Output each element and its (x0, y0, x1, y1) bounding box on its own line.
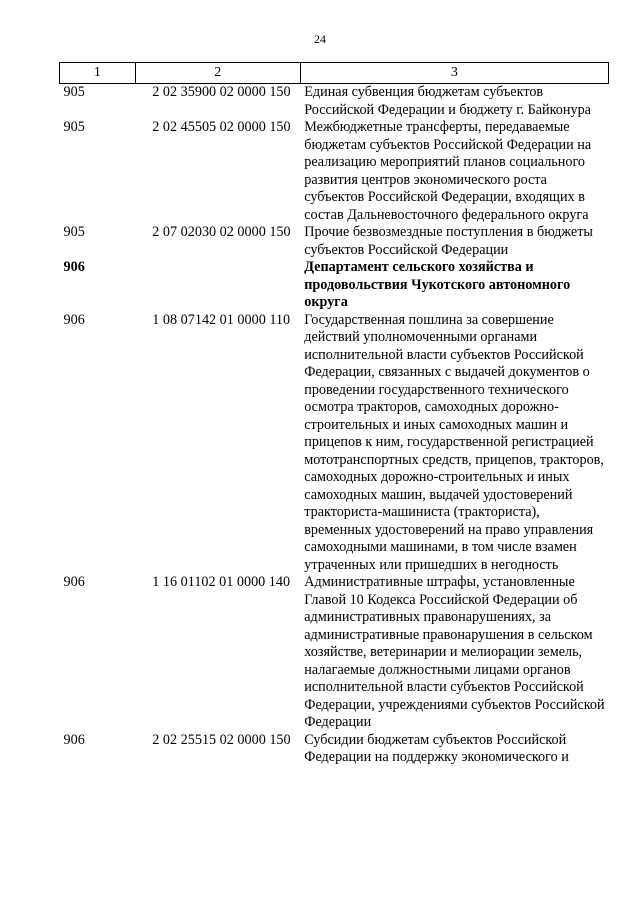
column-header-3: 3 (300, 63, 608, 84)
department-heading-row (60, 259, 609, 312)
table-row (60, 574, 609, 732)
admin-code-cell: 906 (63, 311, 85, 328)
table-row (60, 84, 609, 120)
revenue-codes-table (59, 62, 609, 767)
revenue-code-cell: 2 02 35900 02 0000 150 (152, 84, 291, 100)
revenue-code-cell: 2 02 25515 02 0000 150 (152, 731, 291, 748)
revenue-name-cell: Административные штрафы, установленные Главой 10 Кодекса Российской Федерации об административных правонарушениях, за административные правонарушения в сельском хозяйстве, ветеринарии и мелиорации земель, налагаемые должностными лицами органов исполнительной власти субъектов Российской Федерации, учреждениями субъектов Российской Федерации (304, 574, 605, 730)
column-header-1: 1 (60, 63, 136, 84)
revenue-name-cell: Межбюджетные трансферты, передаваемые бюджетам субъектов Российской Федерации на реализацию мероприятий планов социального развития центров экономического роста субъектов Российской Федерации, входящих в состав Дальневосточного федерального округа (304, 119, 592, 223)
revenue-code-cell: 1 16 01102 01 0000 140 (152, 574, 291, 590)
revenue-code-cell (135, 259, 300, 312)
column-header-2: 2 (135, 63, 300, 84)
revenue-name-cell: Единая субвенция бюджетам субъектов Российской Федерации и бюджету г. Байконура (304, 84, 591, 118)
admin-code-cell: 905 (63, 84, 85, 100)
admin-code-cell: 906 (63, 259, 85, 275)
table-header-row (60, 63, 609, 84)
admin-code-cell: 906 (63, 731, 85, 748)
revenue-code-cell: 1 08 07142 01 0000 110 (152, 311, 291, 328)
department-name-cell: Департамент сельского хозяйства и продовольствия Чукотского автономного округа (304, 259, 571, 310)
revenue-code-cell: 2 07 02030 02 0000 150 (152, 224, 291, 240)
revenue-code-cell: 2 02 45505 02 0000 150 (152, 119, 291, 135)
table-row (60, 312, 609, 575)
table-row (60, 119, 609, 224)
page-number: 24 (314, 32, 326, 46)
admin-code-cell: 905 (63, 119, 85, 135)
revenue-name-cell: Субсидии бюджетам субъектов Российской Федерации на поддержку экономического и (304, 731, 569, 765)
admin-code-cell: 905 (63, 224, 85, 240)
revenue-name-cell: Государственная пошлина за совершение действий уполномоченными органами исполнительной власти субъектов Российской Федерации, связанных с выдачей документов о проведении государственного технического осмотра тракторов, самоходных дорожно-строительных и иных самоходных машин и прицепов к ним, государственной регистрацией мототранспортных средств, прицепов, тракторов, самоходных дорожно-строительных и иных самоходных машин, выдачей удостоверений тракториста-машиниста (тракториста), временных удостоверений на право управления самоходными машинами, в том числе взамен утраченных или пришедших в негодность (304, 311, 604, 573)
admin-code-cell: 906 (63, 574, 85, 590)
revenue-name-cell: Прочие безвозмездные поступления в бюджеты субъектов Российской Федерации (304, 224, 593, 258)
table-row (60, 224, 609, 259)
table-row (60, 732, 609, 767)
